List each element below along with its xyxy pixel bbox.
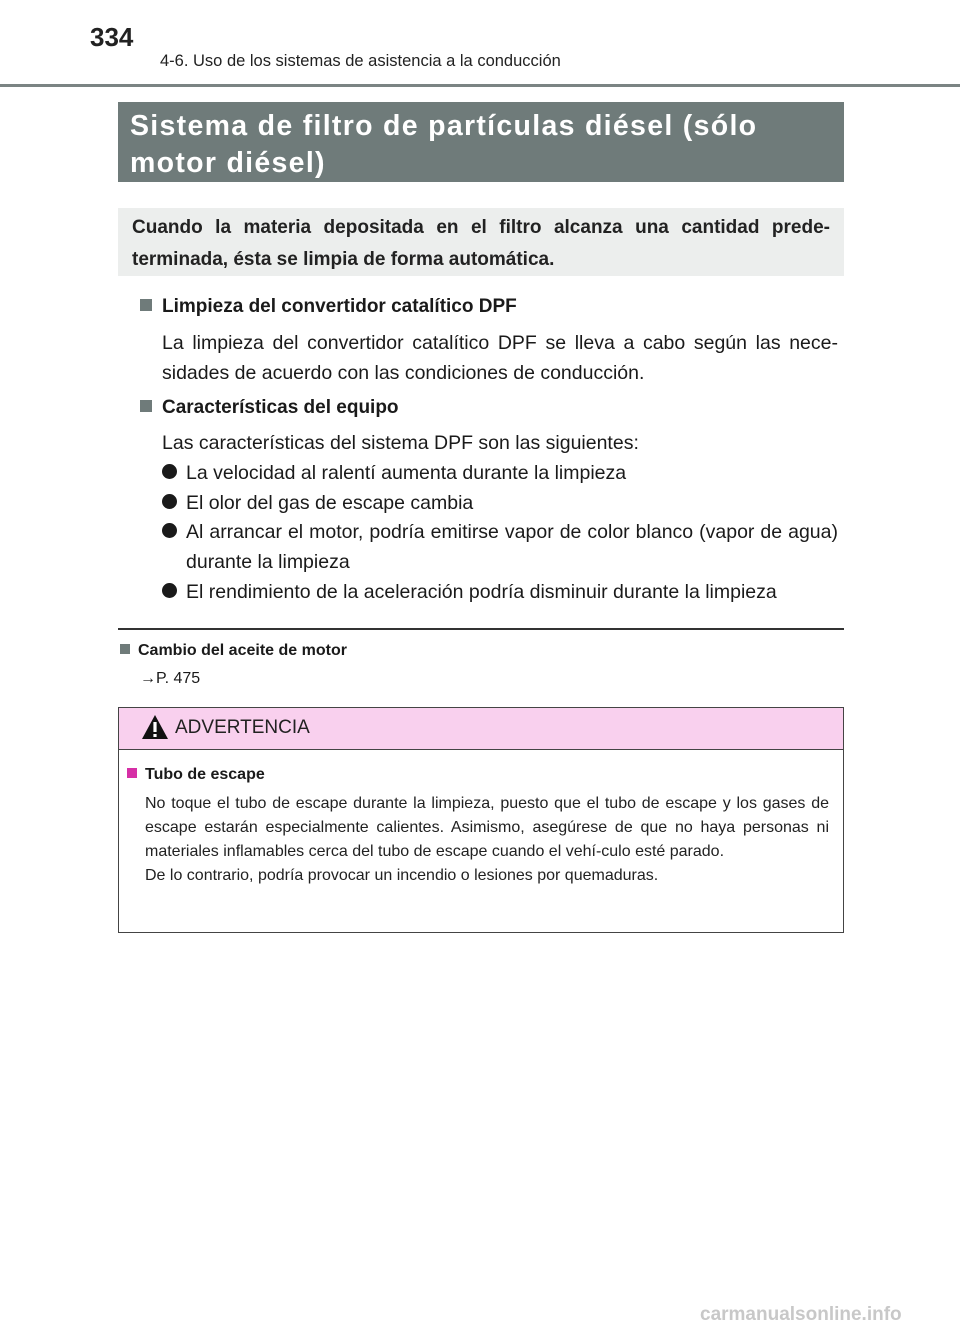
running-header: 4-6. Uso de los sistemas de asistencia a la conducción [160,52,561,70]
note-heading [120,642,347,660]
warning-body [145,792,829,888]
warning-subheading [127,766,265,784]
list-item-text: El olor del gas de escape cambia [186,492,474,514]
square-bullet-icon [140,400,152,412]
warning-header [119,708,843,750]
list-item [162,517,838,577]
header-rule [0,84,960,87]
list-item-text: El rendimiento de la aceleración podría disminuir durante la limpieza [186,581,777,603]
page-reference-link[interactable]: →P. 475 [140,670,201,687]
square-bullet-icon [140,299,152,311]
warning-paragraph: De lo contrario, podría provocar un incendio o lesiones por quemaduras. [145,867,659,884]
round-bullet-icon [162,583,177,598]
section-heading-text: Limpieza del convertidor catalítico DPF [162,296,517,317]
warning-paragraph: No toque el tubo de escape durante la limpieza, puesto que el tubo de escape y los gases de escape estarán especialmente calientes. Asimismo, asegúrese de que no haya personas ni materiales inflamables cerca del tubo de escape cuando el vehí-culo esté parado. [145,795,829,860]
round-bullet-icon [162,523,177,538]
section-divider [118,628,844,630]
intro-summary: Cuando la materia depositada en el filtro alcanza una cantidad prede-terminada, ésta se limpia de forma automática. [118,208,844,276]
list-item [162,577,838,607]
list-item-text: Al arrancar el motor, podría emitirse vapor de color blanco (vapor de agua) durante la limpieza [186,521,838,573]
square-bullet-icon [120,644,130,654]
list-item-text: La velocidad al ralentí aumenta durante la limpieza [186,462,627,484]
section-heading-text: Características del equipo [162,397,399,418]
warning-subheading-text: Tubo de escape [145,766,265,783]
round-bullet-icon [162,494,177,509]
list-item [162,458,838,488]
title-band [118,102,844,182]
warning-title: ADVERTENCIA [175,717,310,738]
round-bullet-icon [162,464,177,479]
section-body-features: Las características del sistema DPF son las siguientes: [162,432,639,454]
page-title-line-1: Sistema de filtro de partículas diésel (sólo [130,110,758,142]
warning-triangle-icon [141,714,169,740]
square-bullet-icon [127,768,137,778]
page-number: 334 [90,22,134,52]
section-heading-dpf-cleaning [140,296,517,318]
section-heading-features [140,397,399,419]
watermark: carmanualsonline.info [700,1304,902,1325]
page-title-line-2: motor diésel) [130,147,326,179]
note-heading-text: Cambio del aceite de motor [138,642,347,659]
warning-box [118,707,844,933]
section-body-dpf-cleaning: La limpieza del convertidor catalítico DPF se lleva a cabo según las nece-sidades de acuerdo con las condiciones de conducción. [162,332,838,384]
list-item [162,488,838,518]
